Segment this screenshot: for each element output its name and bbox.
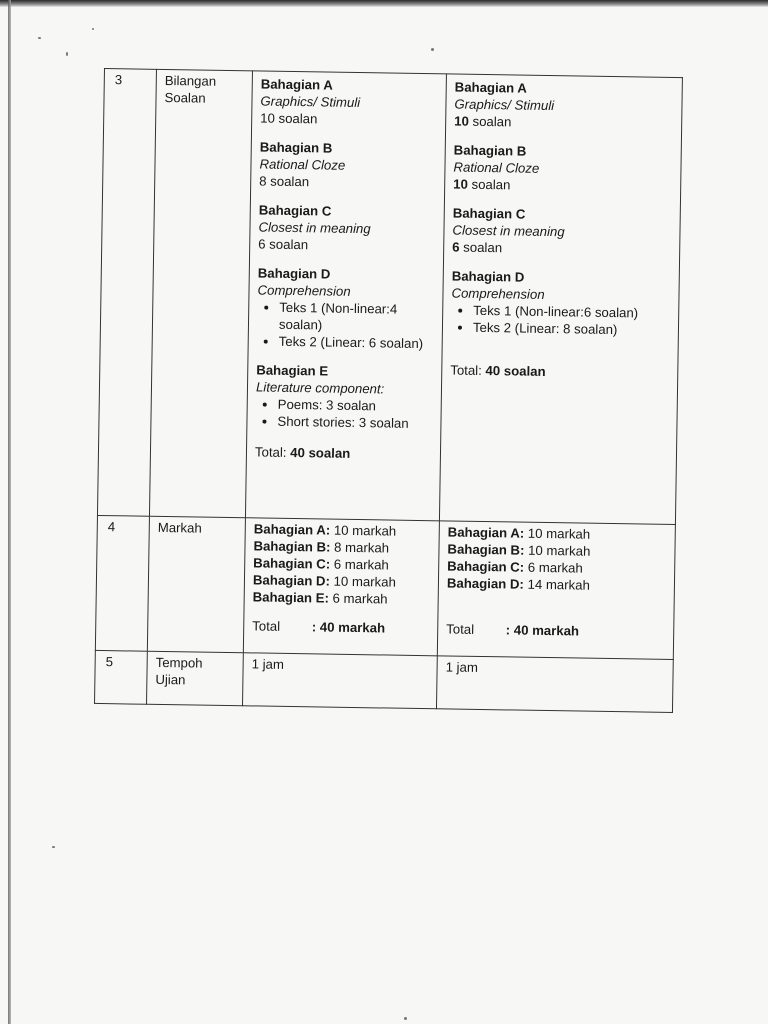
table-row [95, 650, 674, 712]
total-line: Total: 40 soalan [254, 444, 351, 461]
section-block: Bahagian C Closest in meaning 6 soalan [258, 202, 371, 253]
list-item: • Teks 2 (Linear: 6 soalan) [279, 333, 436, 352]
item-label: Tempoh Ujian [147, 651, 244, 706]
exam-format-table [94, 68, 683, 713]
bullet-list [451, 301, 673, 338]
table-row [97, 69, 682, 525]
list-item: • Teks 1 (Non-linear:6 soalan) [473, 302, 672, 322]
list-item: • Poems: 3 soalan [278, 396, 435, 415]
old-format-cell: Bahagian A: 10 markah Bahagian B: 8 markah Bahagian C: 6 markah Bahagian D: 10 markah Bahagian E: 6 markah Total : 40 markah [243, 518, 439, 656]
section-block: Bahagian D Comprehension • Teks 1 (Non-linear:4 soalan) • Teks 2 (Linear: 6 soalan) [257, 264, 437, 352]
section-block: Bahagian A Graphics/ Stimuli 10 soalan [454, 79, 555, 130]
list-item: • Teks 2 (Linear: 8 soalan) [473, 319, 672, 339]
new-format-cell: Bahagian A: 10 markah Bahagian B: 10 markah Bahagian C: 6 markah Bahagian D: 14 markah Total : 40 markah [437, 521, 675, 660]
section-block: Bahagian A Graphics/ Stimuli 10 soalan [260, 76, 361, 127]
section-block: Bahagian B Rational Cloze 10 soalan [453, 142, 540, 193]
new-format-cell [439, 74, 682, 525]
bullet-list [257, 298, 437, 352]
table-row [95, 515, 675, 659]
row-number: 3 [97, 69, 156, 517]
document-page [94, 68, 682, 713]
total-line: Total : 40 markah [446, 621, 580, 639]
list-item: • Short stories: 3 soalan [277, 413, 434, 432]
new-format-cell: 1 jam [436, 656, 673, 713]
list-item: • Teks 1 (Non-linear:4 soalan) [279, 299, 437, 335]
row-number: 4 [95, 515, 149, 651]
section-block: Bahagian C Closest in meaning 6 soalan [452, 205, 565, 256]
total-line: Total : 40 markah [252, 618, 386, 636]
item-label: Markah [147, 516, 245, 652]
old-format-cell: 1 jam [242, 653, 437, 709]
total-line: Total: 40 soalan [450, 362, 546, 379]
section-block: Bahagian B Rational Cloze 8 soalan [259, 139, 346, 190]
old-format-cell [245, 71, 446, 521]
item-label: Bilangan Soalan [149, 69, 252, 517]
bullet-list [255, 395, 435, 432]
scan-top-edge [0, 0, 768, 7]
section-block: Bahagian E Literature component: • Poems: 3 soalan • Short stories: 3 soalan [255, 361, 435, 432]
scan-left-edge [8, 0, 11, 1024]
row-number: 5 [95, 650, 148, 704]
section-block: Bahagian D Comprehension • Teks 1 (Non-linear:6 soalan) • Teks 2 (Linear: 8 soalan) [451, 267, 673, 338]
